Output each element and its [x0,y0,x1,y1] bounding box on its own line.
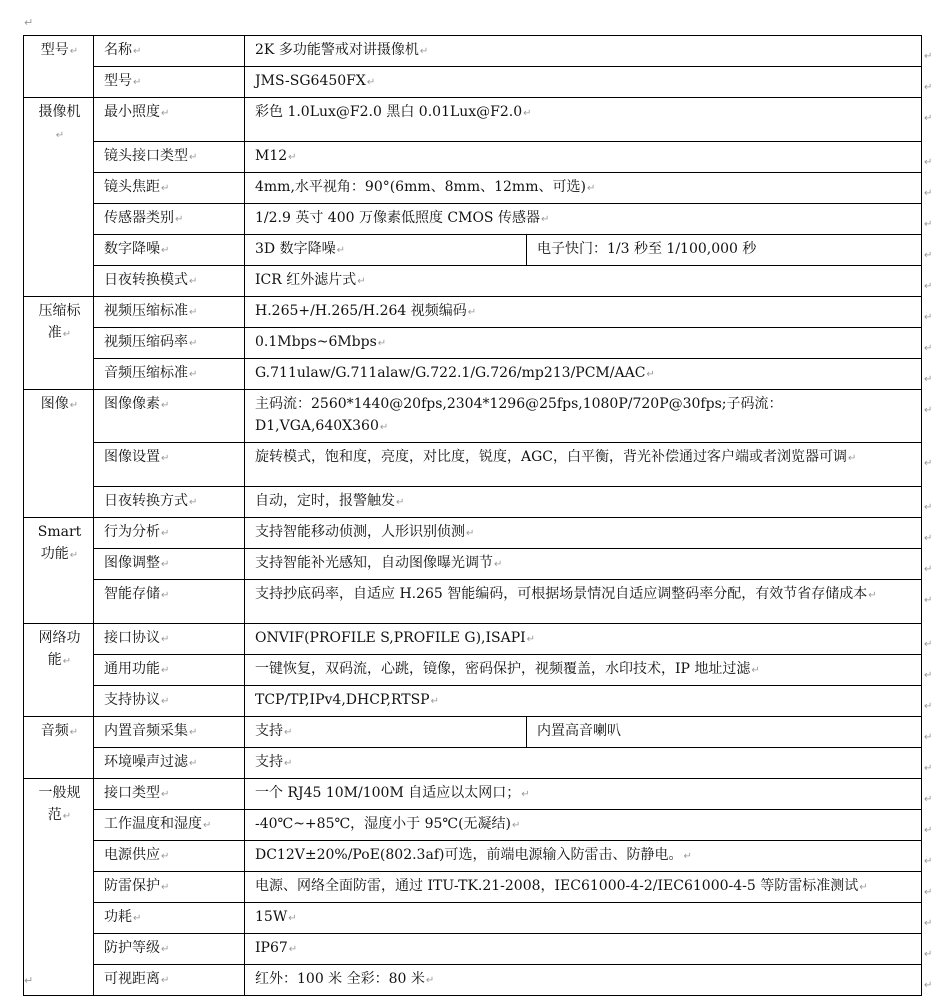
row-value-cell [245,624,922,655]
paragraph-mark: ↵ [133,77,142,88]
row-value: 2K 多功能警戒对讲摄像机 [255,42,419,58]
table-row: 压缩标准↵ 视频压缩标准↵ H.265+/H.265/H.264 视频编码↵ ↵ [24,297,922,328]
paragraph-mark: ↵ [161,696,170,707]
paragraph-mark: ↵ [751,665,760,676]
row-label-cell [94,328,245,359]
row-value-cell [245,810,922,841]
table-row: 通用功能↵ 一键恢复，双码流，心跳，镜像，密码保护，视频覆盖，水印技术，IP 地址过滤↵ ↵ [24,655,922,686]
paragraph-mark: ↵ [62,656,72,667]
paragraph-mark: ↵ [512,820,521,831]
paragraph-mark: ↵ [494,559,503,570]
row-value: 4mm,水平视角：90°(6mm、8mm、12mm、可选) [255,179,586,195]
paragraph-mark: ↵ [284,727,293,738]
row-label: 通用功能 [104,661,160,677]
row-label-cell [94,487,245,518]
row-value: 支持智能移动侦测，人形识别侦测 [255,524,465,540]
category-cell [24,779,94,996]
row-value-cell [245,903,922,934]
table-row: 工作温度和湿度↵ -40℃~+85℃，湿度小于 95℃(无凝结)↵ ↵ [24,810,922,841]
paragraph-mark: ↵ [396,497,405,508]
row-label-cell [94,934,245,965]
paragraph-mark: ↵ [419,46,429,57]
table-row: 智能存储↵ 支持抄底码率，自适应 H.265 智能编码，可根据场景情况自适应调整码率分配，有效节省存储成本↵ ↵ [24,580,922,624]
row-value-cell [245,841,922,872]
paragraph-mark: ↵ [646,369,655,380]
category-label: 图像 [40,396,69,412]
category-cell [24,518,94,624]
row-label: 图像调整 [104,555,160,571]
category-cell [24,624,94,717]
row-value-cell [245,934,922,965]
row-label: 日夜转换方式 [104,493,188,509]
row-value: 电源、网络全面防雷，通过 ITU-TK.21-2008，IEC61000-4-2/IEC61000-4-5 等防雷标准测试 [255,878,859,894]
row-label: 接口协议 [104,630,160,646]
table-row: 型号↵ JMS-SG6450FX↵ ↵ [24,67,922,98]
paragraph-mark: ↵ [189,152,198,163]
paragraph-mark: ↵ [683,851,692,862]
row-value-cell [245,173,922,204]
paragraph-mark: ↵ [467,307,477,318]
row-value: ONVIF(PROFILE S,PROFILE G),ISAPI [255,630,526,646]
row-value: ICR 红外滤片式 [255,272,357,288]
paragraph-mark: ↵ [175,214,184,225]
paragraph-mark: ↵ [55,130,65,141]
paragraph-mark: ↵ [203,820,212,831]
row-value-cell [245,580,922,624]
row-label: 图像像素 [104,396,160,412]
paragraph-mark: ↵ [161,665,170,676]
row-label: 日夜转换模式 [104,272,188,288]
category-cell [24,390,94,518]
paragraph-mark: ↵ [161,400,170,411]
paragraph-mark: ↵ [189,497,198,508]
paragraph-mark: ↵ [379,422,389,433]
row-value-cell [245,518,922,549]
row-label-cell [94,443,245,487]
row-label: 传感器类别 [104,210,174,226]
table-row: 镜头接口类型↵ M12↵ ↵ [24,142,922,173]
row-label: 环境噪声过滤 [104,754,188,770]
row-label-cell [94,67,245,98]
table-row: 数字降噪↵ 3D 数字降噪↵ 电子快门：1/3 秒至 1/100,000 秒 ↵ [24,235,922,266]
table-row: 图像设置↵ 旋转模式，饱和度，亮度，对比度，锐度，AGC，白平衡，背光补偿通过客户端或者浏览器可调↵ ↵ [24,443,922,487]
row-value-cell [245,872,922,903]
row-label-cell [94,98,245,142]
row-label-cell [94,903,245,934]
row-label-cell [94,297,245,328]
row-label-cell [94,748,245,779]
paragraph-mark: ↵ [69,46,79,57]
table-row: 视频压缩码率↵ 0.1Mbps~6Mbps↵ ↵ [24,328,922,359]
paragraph-mark: ↵ [161,245,170,256]
paragraph-mark: ↵ [466,528,475,539]
paragraph-mark: ↵ [189,369,198,380]
paragraph-mark: ↵ [868,590,877,601]
paragraph-mark: ↵ [189,338,198,349]
table-row: 环境噪声过滤↵ 支持↵ ↵ [24,748,922,779]
row-value: 15W [255,909,288,925]
paragraph-mark: ↵ [357,276,366,287]
table-row: 功耗↵ 15W↵ ↵ [24,903,922,934]
row-label: 智能存储 [104,586,160,602]
row-value: 彩色 1.0Lux@F2.0 黑白 0.01Lux@F2.0 [255,104,523,120]
row-label-cell [94,359,245,390]
row-label-cell [94,624,245,655]
table-row: 防雷保护↵ 电源、网络全面防雷，通过 ITU-TK.21-2008，IEC61000-4-2/IEC61000-4-5 等防雷标准测试↵ ↵ [24,872,922,903]
row-value-cell [245,655,922,686]
category-label: 压缩标准 [38,303,81,341]
row-label: 电源供应 [104,847,160,863]
paragraph-mark: ↵ [288,944,298,955]
row-value-cell [245,779,922,810]
row-value: G.711ulaw/G.711alaw/G.722.1/G.726/mp213/PCM/AAC [255,365,646,381]
paragraph-mark: ↵ [425,975,435,986]
paragraph-mark: ↵ [133,46,142,57]
row-value-cell [245,98,922,142]
row-label-cell [94,686,245,717]
row-value: 1/2.9 英寸 400 万像素低照度 CMOS 传感器 [255,210,540,226]
row-value-cell [245,297,922,328]
row-label: 图像设置 [104,449,160,465]
category-label: 网络功能 [38,630,81,668]
table-row: 日夜转换方式↵ 自动，定时，报警触发↵ ↵ [24,487,922,518]
paragraph-mark: ↵ [366,77,376,88]
row-value: IP67 [255,940,288,956]
row-label-cell [94,204,245,235]
category-label: 一般规范 [38,785,81,823]
paragraph-mark: ↵ [521,789,530,800]
row-value-cell [245,748,922,779]
paragraph-mark: ↵ [189,758,198,769]
paragraph-mark: ↵ [540,214,550,225]
row-value-cell [245,965,922,996]
row-value: 红外：100 米 全彩：80 米 [255,971,425,987]
paragraph-mark: ↵ [430,696,439,707]
paragraph-mark: ↵ [161,528,170,539]
row-value: 支持智能补光感知，自动图像曝光调节 [255,555,493,571]
row-value: TCP/TP,IPv4,DHCP,RTSP [255,692,430,708]
row-label-cell [94,810,245,841]
paragraph-mark-top: ↵ [24,16,34,29]
paragraph-mark: ↵ [69,727,79,738]
category-cell [24,98,94,297]
row-label: 防护等级 [104,940,160,956]
table-row: 支持协议↵ TCP/TP,IPv4,DHCP,RTSP↵ ↵ [24,686,922,717]
row-label: 可视距离 [104,971,160,987]
paragraph-mark: ↵ [336,245,345,256]
table-row: 可视距离↵ 红外：100 米 全彩：80 米↵ ↵ [24,965,922,996]
paragraph-mark: ↵ [133,913,142,924]
row-label-cell [94,173,245,204]
paragraph-mark-bottom: ↵ [24,974,34,987]
row-label: 最小照度 [104,104,160,120]
row-value: 旋转模式，饱和度，亮度，对比度，锐度，AGC，白平衡，背光补偿通过客户端或者浏览器可调 [255,449,848,465]
table-row: 网络功能↵ 接口协议↵ ONVIF(PROFILE S,PROFILE G),ISAPI↵ ↵ [24,624,922,655]
paragraph-mark: ↵ [62,329,72,340]
row-label: 型号 [104,73,132,89]
table-row: 电源供应↵ DC12V±20%/PoE(802.3af)可选，前端电源输入防雷击、防静电。↵ ↵ [24,841,922,872]
row-value-cell [245,328,922,359]
table-row: 摄像机↵ 最小照度↵ 彩色 1.0Lux@F2.0 黑白 0.01Lux@F2.0↵ ↵ [24,98,922,142]
paragraph-mark: ↵ [526,634,536,645]
paragraph-mark: ↵ [161,851,170,862]
row-value: M12 [255,148,288,164]
row-value: 支持抄底码率，自适应 H.265 智能编码，可根据场景情况自适应调整码率分配，有效节省存储成本 [255,586,868,602]
table-row: 图像↵ 图像像素↵ 主码流：2560*1440@20fps,2304*1296@25fps,1080P/720P@30fps;子码流：D1,VGA,640X360↵ ↵ [24,390,922,443]
paragraph-mark: ↵ [161,108,170,119]
row-value-cell [245,717,527,748]
paragraph-mark: ↵ [161,634,170,645]
paragraph-mark: ↵ [859,882,868,893]
row-value: DC12V±20%/PoE(802.3af)可选，前端电源输入防雷击、防静电。 [255,847,683,863]
row-label-cell [94,872,245,903]
row-value-cell [245,36,922,67]
paragraph-mark: ↵ [69,400,79,411]
row-label: 音频压缩标准 [104,365,188,381]
category-label: Smart 功能 [37,524,82,562]
row-value: H.265+/H.265/H.264 视频编码 [255,303,467,319]
row-value-cell [245,390,922,443]
row-label: 数字降噪 [104,241,160,257]
row-value: JMS-SG6450FX [255,73,366,89]
row-label-cell [94,717,245,748]
paragraph-mark: ↵ [161,453,170,464]
row-label-cell [94,142,245,173]
paragraph-mark: ↵ [161,975,170,986]
paragraph-mark: ↵ [69,550,79,561]
row-label-cell [94,266,245,297]
row-label-cell [94,965,245,996]
row-label-cell [94,655,245,686]
row-value: 0.1Mbps~6Mbps [255,334,377,350]
row-label: 功耗 [104,909,132,925]
row-label: 接口类型 [104,785,160,801]
paragraph-mark: ↵ [189,307,198,318]
row-value: -40℃~+85℃，湿度小于 95℃(无凝结) [255,816,511,832]
paragraph-mark: ↵ [189,727,198,738]
paragraph-mark: ↵ [161,882,170,893]
row-value-cell [245,549,922,580]
row-value: 3D 数字降噪 [255,241,336,257]
category-label: 摄像机 [38,104,81,120]
paragraph-mark: ↵ [288,913,297,924]
row-label-cell [94,779,245,810]
spec-table [23,35,933,996]
row-label-cell [94,518,245,549]
category-cell [24,297,94,390]
table-row: 镜头焦距↵ 4mm,水平视角：90°(6mm、8mm、12mm、可选)↵ ↵ [24,173,922,204]
paragraph-mark: ↵ [848,453,857,464]
category-label: 音频 [40,723,69,739]
table-row: 图像调整↵ 支持智能补光感知，自动图像曝光调节↵ ↵ [24,549,922,580]
paragraph-mark: ↵ [377,338,387,349]
table-row: 型号↵ 名称↵ 2K 多功能警戒对讲摄像机↵ ↵ [24,36,922,67]
row-label: 镜头接口类型 [104,148,188,164]
row-label: 内置音频采集 [104,723,188,739]
row-value2-cell [527,235,922,266]
row-value-cell [245,204,922,235]
paragraph-mark: ↵ [189,276,198,287]
paragraph-mark: ↵ [161,944,170,955]
table-row: 音频↵ 内置音频采集↵ 支持↵ 内置高音喇叭 ↵ [24,717,922,748]
row-label: 镜头焦距 [104,179,160,195]
row-value-cell [245,487,922,518]
category-cell [24,36,94,98]
row-value-secondary: 电子快门：1/3 秒至 1/100,000 秒 [537,241,757,257]
row-label: 行为分析 [104,524,160,540]
category-cell [24,717,94,779]
row-value-cell [245,359,922,390]
row-value: 一键恢复，双码流，心跳，镜像，密码保护，视频覆盖，水印技术，IP 地址过滤 [255,661,751,677]
row-label-cell [94,841,245,872]
paragraph-mark: ↵ [161,183,170,194]
row-value-cell [245,443,922,487]
paragraph-mark: ↵ [161,789,170,800]
row-label: 支持协议 [104,692,160,708]
row-value2-cell [527,717,922,748]
paragraph-mark: ↵ [288,152,297,163]
row-label: 视频压缩标准 [104,303,188,319]
row-label-cell [94,390,245,443]
table-row: 传感器类别↵ 1/2.9 英寸 400 万像素低照度 CMOS 传感器↵ ↵ [24,204,922,235]
row-label: 防雷保护 [104,878,160,894]
row-value-cell [245,235,527,266]
row-value-cell [245,686,922,717]
paragraph-mark: ↵ [523,108,532,119]
row-value-secondary: 内置高音喇叭 [537,723,621,739]
paragraph-mark: ↵ [62,811,72,822]
paragraph-mark: ↵ [161,590,170,601]
row-value: 支持 [255,754,283,770]
row-label-cell [94,580,245,624]
paragraph-mark: ↵ [586,183,596,194]
category-label: 型号 [40,42,69,58]
row-value: 自动，定时，报警触发 [255,493,395,509]
row-label: 视频压缩码率 [104,334,188,350]
table-row: 一般规范↵ 接口类型↵ 一个 RJ45 10M/100M 自适应以太网口；↵ ↵ [24,779,922,810]
row-label: 工作温度和湿度 [104,816,202,832]
row-value-cell [245,67,922,98]
table-row: 日夜转换模式↵ ICR 红外滤片式↵ ↵ [24,266,922,297]
row-value: 支持 [255,723,283,739]
row-label-cell [94,235,245,266]
table-row: 音频压缩标准↵ G.711ulaw/G.711alaw/G.722.1/G.726/mp213/PCM/AAC↵ ↵ [24,359,922,390]
row-label-cell [94,549,245,580]
table-row: Smart 功能↵ 行为分析↵ 支持智能移动侦测，人形识别侦测↵ ↵ [24,518,922,549]
table-row: 防护等级↵ IP67↵ ↵ [24,934,922,965]
row-value: 一个 RJ45 10M/100M 自适应以太网口； [255,785,521,801]
row-label-cell [94,36,245,67]
row-label: 名称 [104,42,132,58]
paragraph-mark: ↵ [161,559,170,570]
row-value-cell [245,266,922,297]
paragraph-mark: ↵ [284,758,293,769]
row-value: 主码流：2560*1440@20fps,2304*1296@25fps,1080P/720P@30fps;子码流：D1,VGA,640X360 [255,396,783,434]
row-value-cell [245,142,922,173]
